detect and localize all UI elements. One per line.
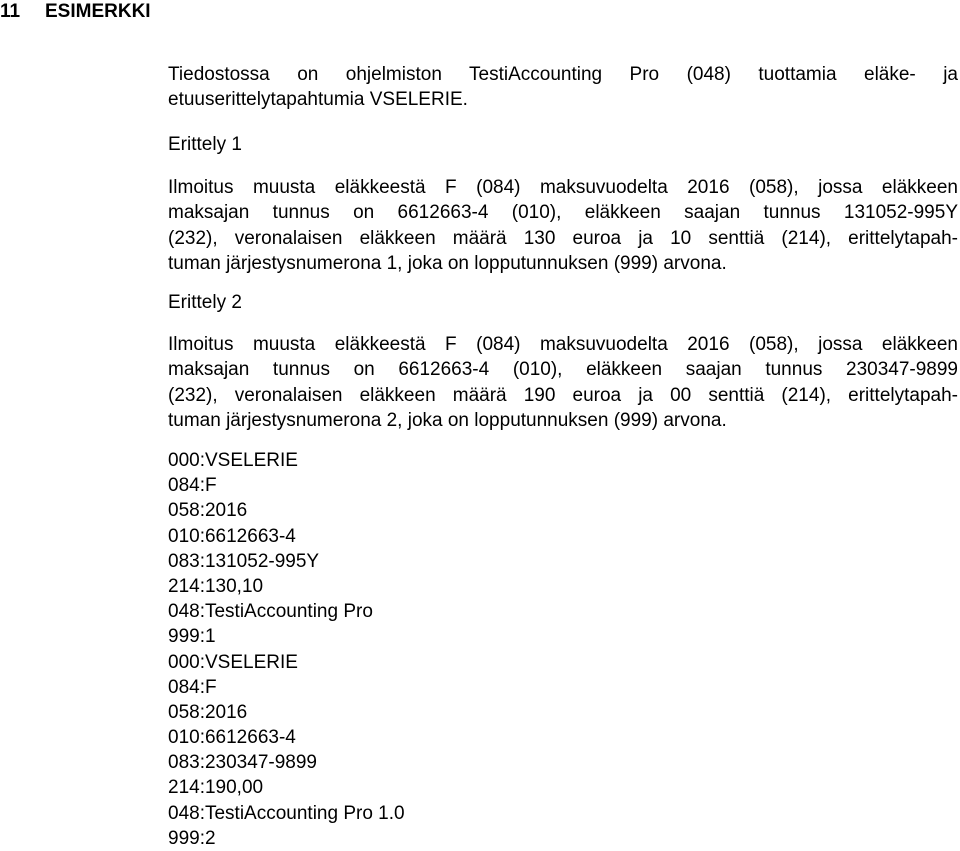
erittely-2-heading: Erittely 2 xyxy=(168,292,242,313)
erittely-1-line: maksajan tunnus on 6612663-4 (010), eläkkeen saajan tunnus 131052-995Y xyxy=(168,202,958,224)
section-number: 11 xyxy=(0,1,21,22)
erittely-2-line: (232), veronalaisen eläkkeen määrä 190 euroa ja 00 senttiä (214), erittelytapah- xyxy=(168,384,958,406)
record-line: 999:1 xyxy=(168,626,216,648)
erittely-1-line: Ilmoitus muusta eläkkeestä F (084) maksuvuodelta 2016 (058), jossa eläkkeen xyxy=(168,177,958,198)
record-line: 999:2 xyxy=(168,827,216,849)
erittely-1-line: (232), veronalaisen eläkkeen määrä 130 euroa ja 10 senttiä (214), erittelytapah- xyxy=(168,227,958,249)
record-line: 058:2016 xyxy=(168,500,248,522)
erittely-2-line: tuman järjestysnumerona 2, joka on lopputunnuksen (999) arvona. xyxy=(168,409,727,431)
record-line: 214:190,00 xyxy=(168,777,264,799)
erittely-1-paragraph xyxy=(168,175,958,276)
record-line: 083:230347-9899 xyxy=(168,752,317,774)
intro-paragraph xyxy=(168,62,958,113)
record-list xyxy=(168,448,405,851)
record-line: 048:TestiAccounting Pro 1.0 xyxy=(168,802,405,824)
erittely-1-line: tuman järjestysnumerona 1, joka on lopputunnuksen (999) arvona. xyxy=(168,252,727,274)
record-line: 214:130,10 xyxy=(168,575,264,597)
record-line: 083:131052-995Y xyxy=(168,550,320,572)
section-title: ESIMERKKI xyxy=(45,1,151,22)
record-line: 010:6612663-4 xyxy=(168,727,296,749)
record-line: 084:F xyxy=(168,475,217,497)
erittely-2-line: Ilmoitus muusta eläkkeestä F (084) maksuvuodelta 2016 (058), jossa eläkkeen xyxy=(168,334,958,355)
record-line: 000:VSELERIE xyxy=(168,450,298,471)
record-line: 010:6612663-4 xyxy=(168,525,296,547)
erittely-1-heading: Erittely 1 xyxy=(168,134,242,155)
intro-line: etuuserittelytapahtumia VSELERIE. xyxy=(168,89,468,111)
record-line: 058:2016 xyxy=(168,701,248,723)
record-line: 000:VSELERIE xyxy=(168,651,298,673)
record-line: 048:TestiAccounting Pro xyxy=(168,601,373,623)
section-heading xyxy=(0,0,151,24)
intro-line: Tiedostossa on ohjelmiston TestiAccounting Pro (048) tuottamia eläke- ja xyxy=(168,64,958,85)
erittely-2-paragraph xyxy=(168,332,958,433)
record-line: 084:F xyxy=(168,676,217,698)
erittely-2-line: maksajan tunnus on 6612663-4 (010), eläkkeen saajan tunnus 230347-9899 xyxy=(168,359,958,381)
